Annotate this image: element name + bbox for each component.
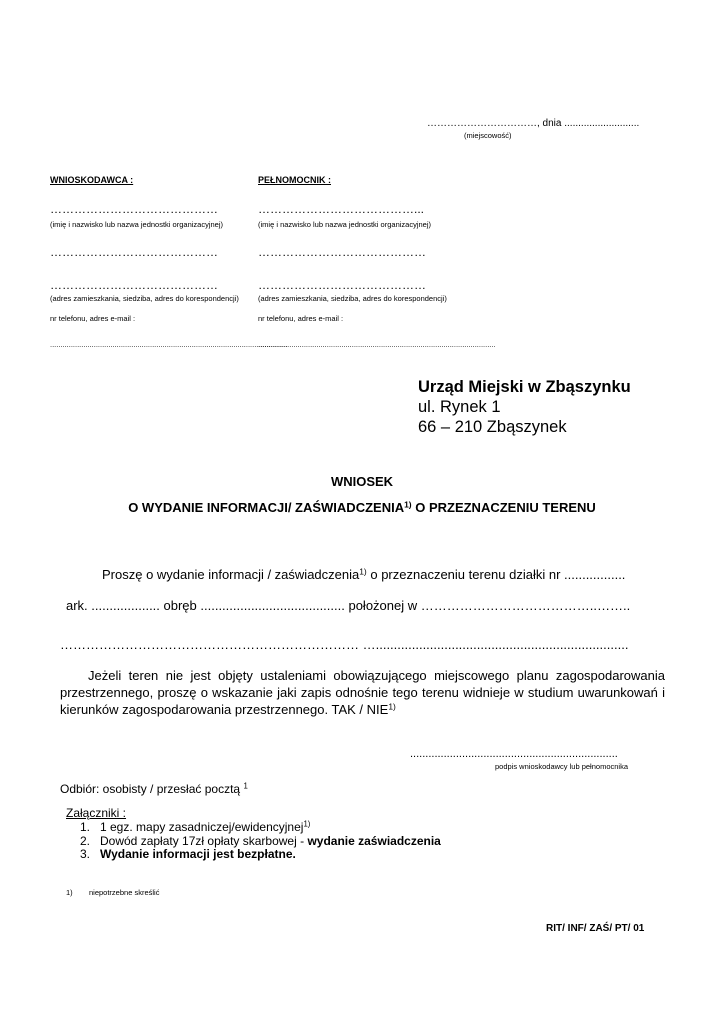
office-street: ul. Rynek 1	[418, 398, 501, 416]
applicant-contact-caption: nr telefonu, adres e-mail :	[50, 314, 136, 323]
delivery-option	[60, 782, 248, 796]
document-title: WNIOSEK	[330, 474, 394, 489]
attachment-item	[100, 821, 310, 835]
form-code: RIT/ INF/ ZAŚ/ PT/ 01	[546, 923, 645, 934]
attachment-number: 3.	[80, 847, 91, 861]
request-parcel-field[interactable]: o przeznaczeniu terenu działki nr .................	[366, 567, 626, 582]
applicant-address-caption: (adres zamieszkania, siedziba, adres do korespondencji)	[50, 294, 239, 303]
planning-paragraph-text: Jeżeli teren nie jest objęty ustaleniami obowiązującego miejscowego planu zagospodarowania przestrzennego, proszę o wskazanie jaki zapis odnośnie tego terenu widnieje w studium uwarunkowań i kierunków zagospodarowania przestrzennego. TAK / NIE	[60, 668, 665, 717]
attachment-bold-text: Wydanie informacji jest bezpłatne.	[100, 847, 296, 861]
place-date-line[interactable]: ……………………………, dnia ...........................	[427, 118, 640, 129]
subtitle-footnote-mark: 1)	[404, 499, 412, 510]
proxy-contact-caption: nr telefonu, adres e-mail :	[258, 314, 344, 323]
attachment-text: Dowód zapłaty 17zł opłaty skarbowej -	[100, 834, 305, 848]
attachment-number: 2.	[80, 834, 91, 848]
footnote-text: niepotrzebne skreślić	[89, 888, 160, 897]
paragraph-footnote-mark: 1)	[388, 701, 396, 712]
request-footnote-mark: 1)	[359, 566, 367, 577]
subtitle-part-2: O PRZEZNACZENIU TERENU	[411, 500, 596, 515]
document-subtitle	[0, 500, 724, 515]
delivery-footnote-mark: 1	[243, 781, 248, 791]
delivery-text[interactable]: Odbiór: osobisty / przesłać pocztą	[60, 782, 241, 796]
applicant-heading: WNIOSKODAWCA :	[50, 175, 134, 185]
request-text: Proszę o wydanie informacji / zaświadczenia	[102, 567, 360, 582]
applicant-address-line[interactable]: ……………………………………	[50, 278, 218, 292]
planning-paragraph	[60, 667, 665, 718]
location-line[interactable]: ark. ................... obręb ........................................ położonej w …………………………………..……..	[66, 598, 631, 613]
attachments-heading: Załączniki :	[66, 806, 127, 820]
proxy-heading: PEŁNOMOCNIK :	[258, 175, 331, 185]
proxy-name-line[interactable]: …………………………………...	[258, 202, 425, 216]
subtitle-part-1: O WYDANIE INFORMACJI/ ZAŚWIADCZENIA	[128, 500, 405, 515]
proxy-name-caption: (imię i nazwisko lub nazwa jednostki organizacyjnej)	[258, 220, 431, 229]
proxy-contact-line[interactable]: ..................................................................................................................	[258, 340, 496, 349]
office-name: Urząd Miejski w Zbąszynku	[418, 378, 631, 396]
attachment-item	[100, 848, 296, 862]
office-city: 66 – 210 Zbąszynek	[418, 418, 567, 436]
applicant-name-line[interactable]: ……………………………………	[50, 202, 218, 216]
attachment-number: 1.	[80, 820, 91, 834]
proxy-address-caption: (adres zamieszkania, siedziba, adres do korespondencji)	[258, 294, 447, 303]
applicant-contact-line[interactable]: ..................................................................................................................	[50, 340, 288, 349]
proxy-address-line[interactable]: ……………………………………	[258, 278, 426, 292]
blank-line[interactable]: …………………………………………………………… …......................................................................	[60, 637, 629, 652]
signature-line[interactable]: ....................................................................	[410, 748, 618, 760]
attachment-footnote-mark: 1)	[303, 819, 311, 829]
place-caption: (miejscowość)	[464, 131, 512, 140]
signature-caption: podpis wnioskodawcy lub pełnomocnika	[495, 762, 628, 771]
proxy-line-2[interactable]: ……………………………………	[258, 245, 426, 259]
applicant-name-caption: (imię i nazwisko lub nazwa jednostki organizacyjnej)	[50, 220, 223, 229]
attachment-bold-text: wydanie zaświadczenia	[307, 834, 441, 848]
request-line	[102, 567, 625, 582]
attachment-text: 1 egz. mapy zasadniczej/ewidencyjnej	[100, 820, 304, 834]
applicant-line-2[interactable]: ……………………………………	[50, 245, 218, 259]
footnote-number: 1)	[66, 888, 73, 897]
